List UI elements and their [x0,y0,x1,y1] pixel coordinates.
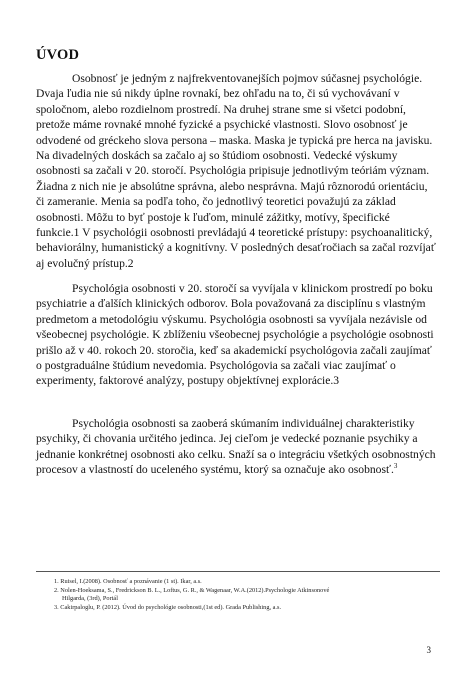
paragraph-3-text: Psychológia osobnosti sa zaoberá skúmaním individuálnej charakteristiky psychiky, či chovania určitého jedinca. Jej cieľom je vedecké poznanie psychiky a jednanie konkrétnej osobnosti ako celku. Snaží sa o integráciu všetkých osobnostných procesov a vlastností do uceleného systému, ktorý sa označuje ako osobnosť. [36,417,436,477]
paragraph-1 [36,71,436,271]
footnotes [54,578,444,612]
paragraph-1-text: Osobnosť je jedným z najfrekventovanejších pojmov súčasnej psychológie. Dvaja ľudia nie sú nikdy úplne rovnakí, bez ohľadu na to, či sú vychovávaní v spoločnom, alebo rozdielnom prostredí. Na druhej strane sme si všetci podobní, pretože máme rovnaké mnohé fyzické a psychické vlastnosti. Slovo osobnosť je odvodené od gréckeho slova persona – maska. Maska je typická pre herca na javisku. Na divadelných doskách sa začalo aj so štúdiom osobnosti. Vedecké výskumy osobnosti sa začali v 20. storočí. Psychológia pripisuje jednotlivým teóriám význam. Žiadna z nich nie je absolútne správna, alebo nesprávna. Majú rôznorodú orientáciu, či zameranie. Menia sa podľa toho, čo jednotlivý teoretici považujú za základ osobnosti. Môžu to byť postoje k ľuďom, minulé zážitky, motívy, špecifické funkcie.1 V psychológii osobnosti prevládajú 4 teoretické prístupy: psychoanalitický, behaviorálny, humanistický a kognitívny. V posledných desaťročiach sa začal rozvíjať aj evolučný prístup.2 [36,72,436,270]
footnote-reference: 3 [393,462,398,471]
section-heading: ÚVOD [36,47,80,63]
footnote-1: 1. Ruisel, I.(2008). Osobnosť a poznávanie (1 st). Ikar, a.s. [54,578,202,585]
footnote-3: 3. Cakirpaloglu, P. (2012). Úvod do psychológie osobnosti,(1st ed). Grada Publishing, a.s. [54,603,282,611]
page-number: 3 [426,645,431,655]
paragraph-2-text: Psychológia osobnosti v 20. storočí sa vyvíjala v klinickom prostredí po boku psychiatrie a ďalších klinických odborov. Bola považovaná za disciplínu s vlastným predmetom a metodológiu výskumu. Psychológia osobnosti sa vyvíjala nezávisle od všeobecnej psychológie. K zblíženiu všeobecnej psychológie a psychológie osobnosti prišlo až v 40. rokoch 20. storočia, keď sa akademickí psychológovia začali zaujímať o postgraduálne štúdium nevedomia. Psychológovia sa začali viac zaujímať o experimenty, faktorové analýzy, postupy objektívnej explorácie.3 [36,282,434,388]
footnote-2: 2. Nolen-Hoeksama, S., Fredrickson B. L., Loftus, G. R., & Wagenaar, W.A.(2012).Psychologie Atkinsonové [54,586,330,594]
paragraph-3 [36,416,436,478]
footnote-2-continuation: Hilgarda, (3rd), Portál [62,595,118,603]
footnote-separator [36,571,440,572]
paragraph-2 [36,281,436,389]
